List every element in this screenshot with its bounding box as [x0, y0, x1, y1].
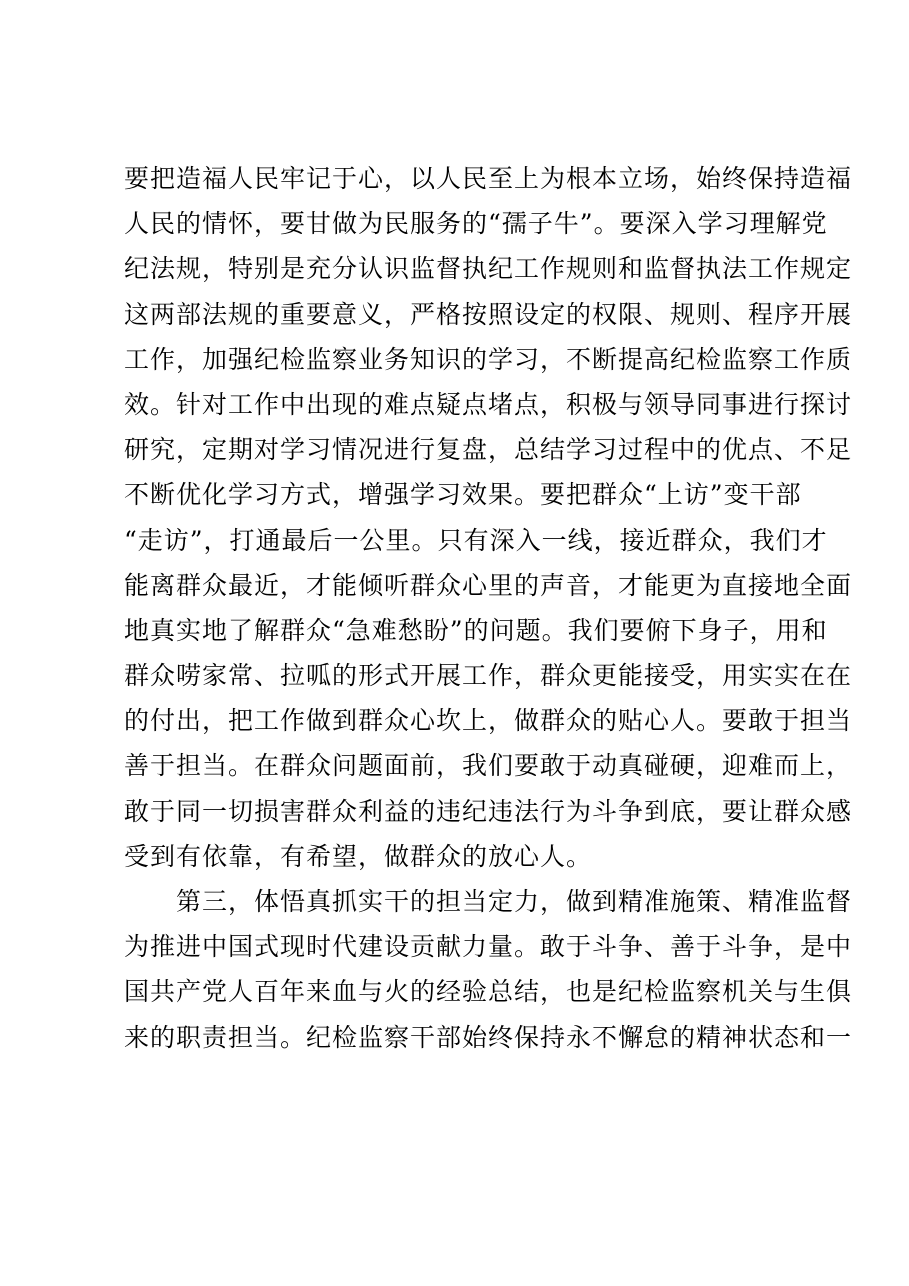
text-line: 能离群众最近，才能倾听群众心里的声音，才能更为直接地全面: [124, 570, 853, 600]
text-line: 人民的情怀，要甘做为民服务的“孺子牛”。要深入学习理解党: [124, 209, 828, 239]
body-text: [124, 156, 853, 1060]
text-line: 这两部法规的重要意义，严格按照设定的权限、规则、程序开展: [124, 299, 853, 329]
text-line: “走访”，打通最后一公里。只有深入一线，接近群众，我们才: [124, 525, 828, 555]
text-line: 纪法规，特别是充分认识监督执纪工作规则和监督执法工作规定: [124, 254, 853, 284]
text-line: 研究，定期对学习情况进行复盘，总结学习过程中的优点、不足: [124, 435, 853, 465]
text-line: 敢于同一切损害群众利益的违纪违法行为斗争到底，要让群众感: [124, 796, 853, 826]
text-line: 效。针对工作中出现的难点疑点堵点，积极与领导同事进行探讨: [124, 389, 853, 419]
text-line: 为推进中国式现时代建设贡献力量。敢于斗争、善于斗争，是中: [124, 932, 853, 962]
text-line: 群众唠家常、拉呱的形式开展工作，群众更能接受，用实实在在: [124, 661, 853, 691]
text-line: 地真实地了解群众“急难愁盼”的问题。我们要俯下身子，用和: [124, 615, 828, 645]
text-line: 来的职责担当。纪检监察干部始终保持永不懈怠的精神状态和一: [124, 1022, 853, 1052]
text-line: 善于担当。在群众问题面前，我们要敢于动真碰硬，迎难而上，: [124, 751, 853, 781]
text-line: 的付出，把工作做到群众心坎上，做群众的贴心人。要敢于担当: [124, 706, 853, 736]
text-line: 工作，加强纪检监察业务知识的学习，不断提高纪检监察工作质: [124, 344, 853, 374]
text-line: 不断优化学习方式，增强学习效果。要把群众“上访”变干部: [124, 480, 802, 510]
text-line: 国共产党人百年来血与火的经验总结，也是纪检监察机关与生俱: [124, 977, 853, 1007]
text-line: 第三，体悟真抓实干的担当定力，做到精准施策、精准监督: [124, 887, 853, 916]
text-line: 受到有依靠，有希望，做群众的放心人。: [124, 841, 593, 871]
text-line: 要把造福人民牢记于心，以人民至上为根本立场，始终保持造福: [124, 164, 853, 193]
